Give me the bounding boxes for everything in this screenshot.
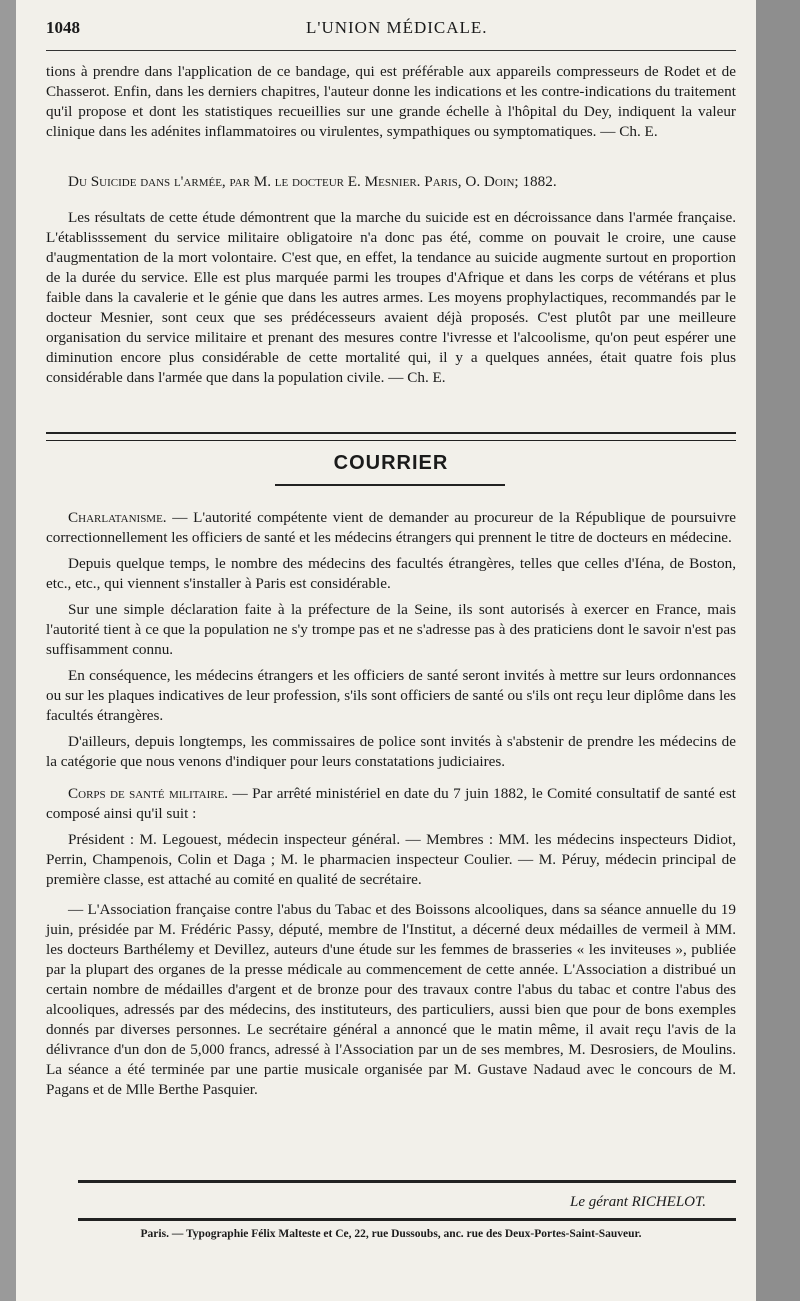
book-title [46,172,736,192]
courrier-body [46,508,736,1100]
courrier-paragraph: Président : M. Legouest, médecin inspecteur général. — Membres : MM. les médecins inspecteurs Didiot, Perrin, Champenois, Colin et Daga ; M. le pharmacien inspecteur Coulier. — M. Péruy, médecin principal de première classe, est attaché au comité en qualité de secrétaire. [46,831,736,888]
corps-sante-paragraph [46,784,736,824]
header-rule [46,50,736,51]
charlatanisme-label: Charlatanisme. [68,509,167,526]
courrier-title: COURRIER [333,452,449,474]
association-paragraph: — L'Association française contre l'abus du Tabac et des Boissons alcooliques, dans sa séance annuelle du 19 juin, présidée par M. Frédéric Passy, député, membre de l'Institut, a décerné deux médailles de vermeil à MM. les docteurs Barthélemy et Devillez, auteurs d'une étude sur les femmes de brasseries « les inviteuses », publiée par la plupart des organes de la presse médicale au commencement de cette année. L'Association a distribué un certain nombre de médailles d'argent et de bronze pour des travaux contre l'abus du tabac et contre l'abus des alcooliques, adressés par des médecins, des instituteurs, des particuliers, aussi bien que pour de bons exemples donnés par diverses personnes. Le secrétaire général a annoncé que le matin même, il avait reçu l'avis de la délivrance d'un don de 5,000 francs, adressé à l'Association par un de ses membres, M. Desrosiers, de Moulins. La séance a été terminée par une partie musicale organisée par M. Gustave Nadaud avec le concours de M. Pagans et de Mlle Berthe Pasquier. [46,901,736,1098]
review-continuation [46,62,736,142]
corps-sante-text: — Par arrêté ministériel en date du 7 juin 1882, le Comité consultatif de santé est composé ainsi qu'il suit : [46,785,736,822]
gerant-signature [46,1194,706,1211]
corps-sante-label: Corps de santé militaire. [68,785,229,802]
gerant-text: Le gérant RICHELOT. [570,1194,706,1210]
scan-gutter-right [756,0,800,1301]
charlatanisme-paragraph [46,508,736,548]
journal-title: L'UNION MÉDICALE. [306,18,488,37]
review-paragraph: tions à prendre dans l'application de ce bandage, qui est préférable aux appareils compresseurs de Rodet et de Chasserot. Enfin, dans les derniers chapitres, l'auteur donne les indications et les contre-indications du traitement qu'il propose et dont les statistiques recueillies sur une grande échelle à l'hôpital du Dey, indiquent la valeur clinique dans les adénites inflammatoires ou virulentes, sympathiques ou symptomatiques. — Ch. E. [46,63,736,140]
courrier-paragraph: Depuis quelque temps, le nombre des médecins des facultés étrangères, telles que celles d'Iéna, de Boston, etc., etc., qui viennent s'installer à Paris est considérable. [46,555,736,592]
courrier-underline [275,484,505,486]
courrier-paragraph: D'ailleurs, depuis longtemps, les commissaires de police sont invités à s'abstenir de prendre les médecins de la catégorie que nous venons d'indiquer pour leurs constatations judiciaires. [46,733,736,770]
courrier-paragraph: En conséquence, les médecins étrangers et les officiers de santé seront invités à mettre sur leurs ordonnances ou sur les plaques indicatives de leur profession, s'ils sont officiers de santé ou s'ils ont reçu leur diplôme dans les facultés étrangères. [46,667,736,724]
printer-footer: Paris. — Typographie Félix Malteste et Ce, 22, rue Dussoubs, anc. rue des Deux-Portes-Saint-Sauveur. [140,1228,642,1240]
scan-gutter-left [0,0,16,1301]
footer-rule [78,1218,736,1221]
charlatanisme-text: — L'autorité compétente vient de demander au procureur de la République de poursuivre correctionnellement les officiers de santé et les médecins étrangers qui prennent le titre de docteurs en médecine. [46,509,736,546]
suicide-review-paragraph: Les résultats de cette étude démontrent que la marche du suicide est en décroissance dans l'armée française. L'établisssement du service militaire obligatoire n'a donc pas été, comme on pouvait le croire, une cause d'augmentation de la mort volontaire. C'est que, en effet, la tendance au suicide augmente surtout en proportion de la durée du service. Elle est plus marquée parmi les troupes d'Afrique et dans les corps de vétérans et plus faible dans la cavalerie et le génie que dans les autres armes. Les moyens prophylactiques, recommandés par le docteur Mesnier, sont ceux que ses prédécesseurs avaient déjà proposés. C'est plutôt par une meilleure organisation du service militaire et prenant des mesures contre l'ivresse et l'alcoolisme, qu'on peut espérer une diminution encore plus considérable de cette mortalité qui, il y a quelques années, était quatre fois plus considérable dans l'armée que dans la population civile. — Ch. E. [46,209,736,386]
closing-rule [78,1180,736,1183]
suicide-review [46,208,736,388]
page-header [46,18,736,38]
page-number: 1048 [46,18,80,37]
section-divider [46,432,736,441]
courrier-paragraph: Sur une simple déclaration faite à la préfecture de la Seine, ils sont autorisés à exercer en France, mais l'autorité tient à ce que la population ne s'y trompe pas et ne s'adresse pas à des praticiens dont le savoir n'est pas suffisamment connu. [46,601,736,658]
book-title-text: Du Suicide dans l'armée, par M. le docteur E. Mesnier. Paris, O. Doin; 1882. [68,173,557,190]
